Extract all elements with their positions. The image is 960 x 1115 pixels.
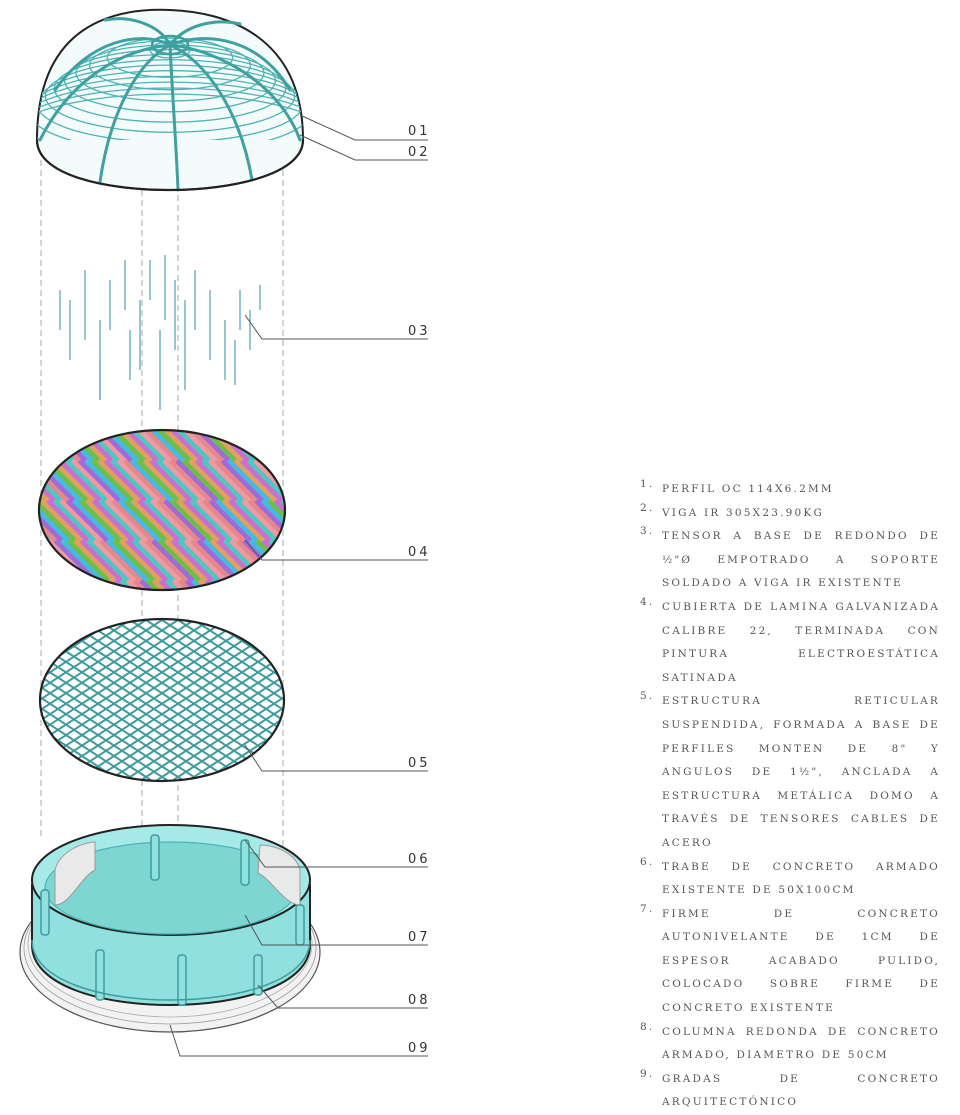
legend-item <box>640 903 940 1021</box>
callout-labels <box>408 124 431 1056</box>
legend-text: ESTRUCTURA RETICULAR SUSPENDIDA, FORMADA A BASE DE PERFILES MONTEN DE 8" Y ANGULOS DE 1½", ANCLADA A ESTRUCTURA METÁLICA DOMO A TRAVÉS DE TENSORES CABLES DE ACERO <box>662 695 940 849</box>
legend-item <box>640 856 940 903</box>
legend-number: 7. <box>640 902 655 915</box>
legend-item <box>640 1068 940 1115</box>
legend-list <box>640 478 940 1115</box>
callout-number: 08 <box>408 993 431 1008</box>
concrete-base <box>20 825 320 1032</box>
legend-number: 5. <box>640 690 655 703</box>
leader-line <box>245 315 428 339</box>
legend-text: FIRME DE CONCRETO AUTONIVELANTE DE 1CM DE ESPESOR ACABADO PULIDO, COLOCADO SOBRE FIRME DE CONCRETO EXISTENTE <box>662 907 940 1015</box>
legend-item <box>640 596 940 690</box>
callout-number: 04 <box>408 545 431 560</box>
legend-text: TRABE DE CONCRETO ARMADO EXISTENTE DE 50X100CM <box>662 860 940 897</box>
legend-item <box>640 502 940 526</box>
column <box>241 840 249 885</box>
tensor-cables <box>60 255 260 410</box>
legend-text: VIGA IR 305X23.90KG <box>662 506 825 519</box>
legend-number: 3. <box>640 525 655 538</box>
callout-number: 09 <box>408 1041 431 1056</box>
callout-number: 01 <box>408 124 431 139</box>
legend-number: 6. <box>640 855 655 868</box>
callout-number: 03 <box>408 324 431 339</box>
column <box>296 905 304 945</box>
legend-number: 8. <box>640 1020 655 1033</box>
legend-item <box>640 525 940 596</box>
leader-line <box>245 745 428 771</box>
legend-item <box>640 1021 940 1068</box>
column <box>178 955 186 1005</box>
legend-text: GRADAS DE CONCRETO ARQUITECTÓNICO <box>662 1072 940 1109</box>
legend-number: 2. <box>640 501 655 514</box>
legend-number: 4. <box>640 595 655 608</box>
legend-text: TENSOR A BASE DE REDONDO DE ½"Ø EMPOTRADO A SOPORTE SOLDADO A VIGA IR EXISTENTE <box>662 530 940 590</box>
legend-number: 9. <box>640 1067 655 1080</box>
legend-number: 1. <box>640 478 655 490</box>
column <box>151 835 159 880</box>
legend-text: CUBIERTA DE LAMINA GALVANIZADA CALIBRE 22, TERMINADA CON PINTURA ELECTROESTÁTICA SATINADA <box>662 600 940 684</box>
callout-number: 07 <box>408 930 431 945</box>
legend-item <box>640 478 940 502</box>
roof-sheet <box>0 340 690 660</box>
legend-item <box>640 690 940 855</box>
callout-number: 02 <box>408 145 431 160</box>
legend-text: COLUMNA REDONDA DE CONCRETO ARMADO, DIAMETRO DE 50CM <box>662 1025 940 1062</box>
callout-number: 06 <box>408 852 431 867</box>
column <box>41 890 49 935</box>
dome-structure <box>2 10 338 190</box>
callout-number: 05 <box>408 756 431 771</box>
reticular-grid <box>0 619 642 790</box>
legend-text: PERFIL OC 114X6.2MM <box>662 483 834 495</box>
